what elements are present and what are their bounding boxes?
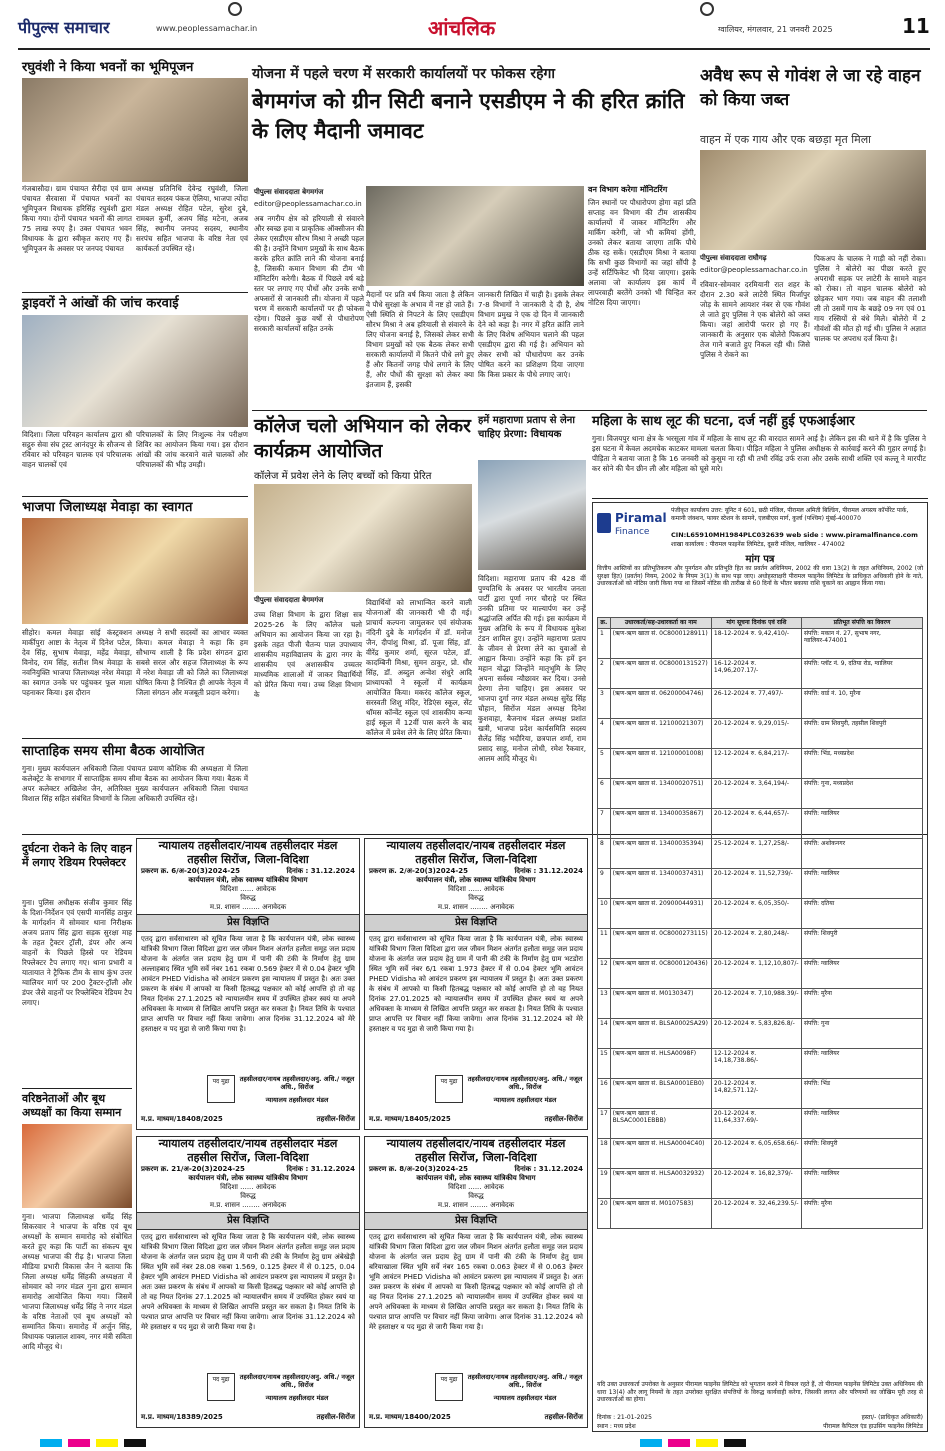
table-row: [598, 1018, 923, 1048]
notice-seal: पद मुद्रा: [435, 1373, 463, 1401]
table-cell: 20-12-2024 रु. 16,82,379/-: [711, 1168, 801, 1198]
table-cell: (ऋण-ऋण खाता सं. 13400035867): [610, 808, 711, 838]
notice-date: दिनांक : 31.12.2024: [514, 1165, 583, 1173]
table-cell: संपत्ति: गुना, मध्यप्रदेश: [801, 778, 922, 808]
table-cell: संपत्ति: शिवपुरी: [801, 928, 922, 958]
dateline: ग्वालियर, मंगलवार, 21 जनवरी 2025: [718, 25, 833, 34]
table-header-cell: क्र.: [598, 618, 611, 629]
body-meeting: गुना। मुख्य कार्यपालन अधिकारी जिला पंचायत प्रवाण कौशिक की अध्यक्षता में जिला कलेक्ट्रेट के सभागार में साप्ताहिक समय सीमा बैठक का आयोजन किया गया। बैठक में अपर कलेक्टर अखिलेश जैन, अतिरिक्त मुख्य कार्यपालन अधिकारी जिला पंचायत विशाल सिंह सहित संबंधित विभागों के जिला अधिकारी उपस्थित रहे।: [22, 764, 248, 803]
body-greencity-col3: जानकारी लिखित में चाही है। इसके लेकर 7-8 विभागों ने जानकारी दे दी है, शेष विभाग प्रमुख ने एक दो दिन में जानकारी देने को कहा है। नगर में हरित क्रांति लाने के लिए विशेष अभियान चलाने की पहल एसडीएम द्वारा की गई है। अभियान को लेकर सभी को पौधारोपण कर उनके पोषित करने का प्रशिक्षण दिया जाएगा कि किस प्रकार के पौधे लगाए जाएं।: [478, 290, 584, 379]
table-row: [598, 628, 923, 658]
table-header-cell: प्रतिभूत संपत्ति का विवरण: [801, 618, 922, 629]
table-row: [598, 1078, 923, 1108]
table-cell: (ऋण-ऋण खाता सं. BLSA0002SA29): [610, 1018, 711, 1048]
notice-dept: कार्यपालन यंत्री, लोक स्वास्थ्य यांत्रिकीय विभाग: [188, 876, 308, 884]
headline-pratap: हमें महाराणा प्रताप से लेना चाहिए प्रेरणा: विधायक: [478, 415, 575, 440]
table-header-cell: उधारकर्ता/सह-उधारकर्ता का नाम: [610, 618, 711, 629]
table-cell: संपत्ति: ग्वालियर: [801, 1108, 922, 1138]
divider: [592, 498, 928, 499]
notice-mp: म.प्र. माध्यम/18408/2025: [141, 1115, 223, 1123]
notice-office: न्यायालय तहसीलदार/नायब तहसीलदार मंडल: [158, 1137, 338, 1150]
table-cell: 20-12-2024 रु. 6,05,350/-: [711, 898, 801, 928]
body-elders: गुना। भाजपा जिलाध्यक्ष धर्मेंद्र सिंह सिकरवार ने भाजपा के वरिष्ठ एवं बूथ अध्यक्षों के सम्मान समारोह को संबोधित करते हुए कहा कि पार्टी का संकल्प बूथ अध्यक्ष भाजपा की रीढ़ है। भाजपा जिला मीडिया प्रभारी विकास जैन ने बताया कि जिला अध्यक्ष धर्मेंद्र सिंहकी अध्यक्षता में सोमवार को नगर मंडल गुना द्वारा सम्मान समारोह आयोजित किया गया। जिसमें भाजपा जिलाध्यक्ष धर्मेंद्र सिंह ने नगर मंडल के वरिष्ठ नेताओं एवं बूथ अध्यक्षों को सम्मानित किया। समारोह में अर्जुन सिंह, विधायक पन्नालाल शाक्य, नगर मंत्री सविता आदि मौजूद थे।: [22, 1212, 132, 1351]
table-row: [598, 928, 923, 958]
photo-eye-camp: [22, 315, 248, 427]
masthead: [18, 14, 930, 48]
table-row: [598, 688, 923, 718]
notice-tehsil: तहसील-सिरोंज: [544, 1413, 583, 1421]
notice-apply: विदिशा ...... आवेदक: [448, 1183, 504, 1191]
body-cow-col1: रविवार-सोमवार दरमियानी रात शहर के दौरान 2.30 बजे लाटेरी स्थित मिर्जापुर जोड़ के सामने आयशर नंबर से एक गौवंश ले जाते हुए पुलिस ने एक बोलेरो को जब्त किया। जहां आरोपी फरार हो गए हैं। जानकारी के अनुसार एक बोलेरो पिकअप तेज गाने बजाते हुए निकल रही थी। जिसे पुलिस ने रोकने का: [700, 280, 810, 359]
notice-case: प्रकरण क्र. 2/अ-20(3)2024-25: [369, 867, 469, 875]
divider: [22, 496, 248, 497]
piramal-place: स्थान : मध्य प्रदेश: [597, 1423, 636, 1430]
table-cell: 20-12-2024 रु. 6,44,657/-: [711, 808, 801, 838]
table-cell: 20-12-2024 रु. 11,52,739/-: [711, 868, 801, 898]
table-cell: 3: [598, 688, 611, 718]
table-cell: (ऋण-ऋण खाता सं. 13400035394): [610, 838, 711, 868]
table-cell: 5: [598, 748, 611, 778]
table-row: [598, 1108, 923, 1138]
table-cell: (ऋण-ऋण खाता सं. 12100001008): [610, 748, 711, 778]
notice-tehsil: तहसील-सिरोंज: [316, 1413, 355, 1421]
headline-raghuvanshi: रघुवंशी ने किया भवनों का भूमिपूजन: [22, 60, 194, 75]
notice-versus: विरुद्ध: [468, 1192, 484, 1200]
table-cell: (ऋण-ऋण खाता सं. 06200004746): [610, 688, 711, 718]
notice-mp: म.प्र. माध्यम/18405/2025: [369, 1115, 451, 1123]
notice-versus: विरुद्ध: [240, 894, 256, 902]
piramal-logo-icon: [597, 513, 611, 533]
table-cell: (ऋण-ऋण खाता सं. BLSA0001EB0): [610, 1078, 711, 1108]
divider: [22, 1088, 132, 1089]
table-cell: 20-12-2024 रु. 3,64,194/-: [711, 778, 801, 808]
table-cell: 7: [598, 808, 611, 838]
notice-place: तहसील सिरोंज, जिला-विदिशा: [415, 853, 537, 866]
subhead-cow: वाहन में एक गाय और एक बछड़ा मृत मिला: [700, 133, 872, 146]
notice-case: प्रकरण क्र. 21/अ-20(3)2024-25: [141, 1165, 245, 1173]
table-cell: 20-12-2024 रु. 32,46,239.5/-: [711, 1198, 801, 1228]
notice-sign: तहसीलदार/नायब तहसीलदार/अनु. अधि./ नजूल अधि., सिरोंज: [467, 1075, 583, 1091]
notice-office: न्यायालय तहसीलदार/नायब तहसीलदार मंडल: [158, 839, 338, 852]
photo-welcome: [22, 518, 248, 624]
piramal-address: पंजीकृत कार्यालय उत्तर: यूनिट नं 601, छठी मंजिल, पीरामल अमिती बिल्डिंग, पीरामल अगस्त्य कॉर्पोरेट पार्क, कमानी जंक्शन, फायर स्टेशन के सामने, एलबीएस मार्ग, कुर्ला (पश्चिम) मुंबई-400070: [671, 507, 909, 522]
divider: [22, 738, 462, 739]
masthead-rule: [18, 48, 930, 50]
table-row: [598, 1168, 923, 1198]
notice-govt: म.प्र. शासन ........ अनावेदक: [437, 903, 515, 911]
divider: [252, 410, 927, 411]
table-cell: 18: [598, 1138, 611, 1168]
table-cell: संपत्ति: भिंड, मध्यप्रदेश: [801, 748, 922, 778]
body-college-col2: विद्यार्थियों को लाभान्वित करने वाली योजनाओं की जानकारी भी दी गई। प्राचार्य कल्पना जामुलकर एवं संयोजक नंदिनी दुबे के मार्गदर्शन में डॉ. मनोज जैन, दीपांशु मिश्रा, डॉ. पूजा सिंह, डॉ. वीरेंद्र कुमार शर्मा, सूरज पटेल, डॉ. कादम्बिनी मिश्रा, सुमन ठाकुर, प्रो. धीर सिंह, डॉ. अब्दुल अन्वेश संधुरे आदि प्राध्यापकों ने स्कूलों में कार्यक्रम आयोजित किया। मकरंद कॉलेज स्कूल, सरस्वती शिशु मंदिर, रेडिएंस स्कूल, सेंट थॉमस कॉन्वेंट स्कूल एवं शासकीय कन्या हाई स्कूल में 12वीं पास करने के बाद कॉलेज में प्रवेश लेने के लिए प्रेरित किया।: [366, 598, 472, 737]
page-number: 11: [902, 14, 930, 38]
table-row: [598, 748, 923, 778]
tahsildar-notice: [136, 1136, 360, 1428]
table-cell: संपत्ति: शिवपुरी: [801, 1138, 922, 1168]
notice-versus: विरुद्ध: [468, 894, 484, 902]
notice-title: प्रेस विज्ञप्ति: [365, 1212, 587, 1230]
table-cell: 13: [598, 988, 611, 1018]
notice-date: दिनांक : 31.12.2024: [286, 867, 355, 875]
table-cell: 16: [598, 1078, 611, 1108]
table-row: [598, 808, 923, 838]
subhead-college: कॉलेज में प्रवेश लेने के लिए बच्चों को किया प्रेरित: [254, 471, 432, 482]
body-loot: गुना। विजयपुर थाना क्षेत्र के भरसूला गांव में महिला के साथ लूट की वारदात सामने आई है। लेकिन इस की थाने में है कि पुलिस ने इस घटना में केवल अदमचेक काटकर मामला चलता किया। पीड़ित महिला ने पुलिस अधीक्षक से कार्रवाई करने की गुहार लगाई है। पीड़िता ने बताया जाता है कि 16 जनवरी को कुसुम ना रही थी तभी रविंद्र उर्फ राजा और उसके साथी शक्ति एवं कल्लू ने मारपीट कर सोने की चैन छीन ली और महिला को घूसे मारे।: [592, 434, 926, 473]
photo-felicitation: [22, 1124, 132, 1208]
table-cell: 18-12-2024 रु. 9,42,410/-: [711, 628, 801, 658]
table-cell: संपत्ति: दतिया: [801, 898, 922, 928]
notice-apply: विदिशा ...... आवेदक: [448, 885, 504, 893]
table-cell: संपत्ति: वार्ड नं. 10, मुरैना: [801, 688, 922, 718]
body-cow-col2: पिकअप के चालक ने गाड़ी को नहीं रोका। पुलिस ने बोलेरो का पीछा करते हुए अपराधी सड़क पर लाटेरी के सामने वाहन को रोका। तो वाहन चालक बोलेरो को छोड़कर भाग गया। जब वाहन की तलाशी ली तो उसमें गाय के बछड़े 09 नग एवं 01 गाय रस्सियों से बंधे मिले। बोलेरो में 2 गौवंशों की मौत हो गई थी। पुलिस ने अज्ञात चालक पर अपराध दर्ज किया है।: [814, 254, 926, 343]
color-swatch: [668, 1439, 690, 1447]
table-cell: (ऋण-ऋण खाता सं. HLSA0004C40): [610, 1138, 711, 1168]
kicker-greencity: योजना में पहले चरण में सरकारी कार्यालयों पर फोकस रहेगा: [252, 66, 556, 82]
body-greencity-col2: मैदानों पर प्रति वर्ष किया जाता है लेकिन वे पौधे सुरक्षा के अभाव में नष्ट हो जाते हैं। ऐसी स्थिति से निपटने के लिए एसडीएम सौरभ मिश्रा ने अब हरियाली से संवारने के लिए योजना बनाई है, जिसको लेकर सभी विभाग प्रमुखों को एक बैठक लेकर सभी सरकारी कार्यालयों में कितने पौधे लगे हुए हैं और कितनों जगह पौधे लगाने के लिए हैं, और पौधों की सुरक्षा को लेकर क्या इंतजाम हैं, इसकी: [366, 290, 474, 389]
table-cell: (ऋण-ऋण खाता सं. HLSA0032932): [610, 1168, 711, 1198]
notice-title: प्रेस विज्ञप्ति: [365, 914, 587, 932]
table-cell: संपत्ति: मुरैना: [801, 988, 922, 1018]
headline-cow: अवैध रूप से गोवंश ले जा रहे वाहन को किया जब्त: [700, 66, 921, 110]
table-cell: 19: [598, 1168, 611, 1198]
table-row: [598, 958, 923, 988]
byline-cow: पीपुल्स संवाददाता राघौगढ़: [700, 254, 767, 262]
notice-body: एतद् द्वारा सर्वसाधारण को सूचित किया जाता है कि कार्यपालन यंत्री, लोक स्वास्थ्य यांत्रिकी विभाग जिला विदिशा द्वारा जल जीवन मिशन अंतर्गत हलौता समूह जल प्रदाय योजना के अंतर्गत जल प्रदाय हेतु ग्राम में पानी की टंकी के निर्माण हेतु ग्राम अंबेखेड़ी स्थित भूमि सर्वे नंबर 28.08 रकबा 1.569, 0.125 हेक्टर में से 0.125, 0.04 हेक्टर भूमि आवंटन PHED Vidisha को आवंटन प्रकरण इस न्यायालय में प्रस्तुत है। अतः उक्त प्रकरण के संबंध में आपको या किसी हितबद्ध पक्षकार को कोई आपत्ति हो तो वह नियत दिनांक 27.1.2025 को न्यायालयीन समय में उपस्थित होकर स्वयं या अपने अधिवक्ता के माध्यम से लिखित आपत्ति प्रस्तुत कर सकता है। नियत तिथि के पश्चात प्राप्त आपत्ति पर विचार नहीं किया जावेगा। आज दिनांक 31.12.2024 को मेरे हस्ताक्षर व पद मुद्रा से जारी किया गया है।: [141, 1233, 355, 1331]
piramal-branch: शाखा कार्यालय : पीरामल फाइनेंस लिमिटेड, दूसरी मंजिल, ग्वालियर - 474002: [671, 541, 845, 548]
table-cell: 6: [598, 778, 611, 808]
piramal-notice: [592, 502, 928, 1432]
notice-apply: विदिशा ...... आवेदक: [220, 885, 276, 893]
notice-tehsil: तहसील-सिरोंज: [544, 1115, 583, 1123]
piramal-brand: Piramal: [615, 511, 667, 525]
notice-case: प्रकरण क्र. 8/अ-20(3)2024-25: [369, 1165, 469, 1173]
table-cell: 20-12-2024 रु. 5,83,826.8/-: [711, 1018, 801, 1048]
notice-govt: म.प्र. शासन ........ अनावेदक: [437, 1201, 515, 1209]
piramal-table: [597, 617, 923, 1377]
color-bar: [640, 1432, 940, 1442]
table-cell: 26-12-2024 रु. 77,497/-: [711, 688, 801, 718]
body-greencity-col4: जिन स्थानों पर पौधारोपण होगा वहां प्रति सप्ताह वन विभाग की टीम शासकीय कार्यालयों में जाकर मॉनिटरिंग और मार्किंग करेगी, जो भी कमियां होंगी, उनको लेकर बताया जाएगा ताकि पौधे ठीक रह सकें। एसडीएम मिश्रा ने बताया कि सभी कुछ विभागों का जहां सौंपी है उन्हें सर्टिफिकेट भी दिया जाएगा। इसके अलावा जो कार्यालय इस कार्य में लापरवाही बरतेंगे उनको भी चिन्हित कर नोटिस दिया जाएगा।: [588, 198, 696, 307]
table-row: [598, 1048, 923, 1078]
table-cell: 17: [598, 1108, 611, 1138]
table-cell: (ऋण-ऋण खाता सं. M0107583): [610, 1198, 711, 1228]
table-cell: 12-12-2024 रु. 6,84,217/-: [711, 748, 801, 778]
table-cell: (ऋण-ऋण खाता सं. 20900044931): [610, 898, 711, 928]
headline-reflector: दुर्घटना रोकने के लिए वाहन में लगाए रेडियम रिफ्लेक्टर: [22, 842, 132, 869]
notice-dept: कार्यपालन यंत्री, लोक स्वास्थ्य यांत्रिकीय विभाग: [416, 876, 536, 884]
table-cell: संपत्ति: प्लॉट नं. 9, दतिया रोड, ग्वालियर: [801, 658, 922, 688]
table-header-cell: मांग सूचना दिनांक एवं राशि: [711, 618, 801, 629]
notice-case-row: [365, 867, 587, 876]
table-cell: 4: [598, 718, 611, 748]
photo-vehicle: [700, 150, 926, 250]
tahsildar-notice: [364, 838, 588, 1130]
tahsildar-notice: [364, 1136, 588, 1428]
piramal-intro: वित्तीय आस्तियों का प्रतिभूतिकरण और पुनर्गठन और प्रतिभूति हित का प्रवर्तन अधिनियम, 2002 की धारा 13(2) के तहत अधिनियम, 2002 (जो सुरक्षा हित) (प्रवर्तन) नियम, 2002 के नियम 3(1) के साथ पढ़ा जाए। अधोहस्ताक्षरी पीरामल फाइनेंस लिमिटेड के प्राधिकृत अधिकारी होने के नाते, उधारकर्ताओं को नोटिस जारी किया गया था जिसमें नोटिस की तारीख से 60 दिनों के भीतर बकाया राशि चुकाने का आह्वान किया गया।: [597, 565, 923, 587]
demand-table: [597, 617, 923, 1229]
notice-office: न्यायालय तहसीलदार/नायब तहसीलदार मंडल: [386, 1137, 566, 1150]
table-cell: 20-12-2024 रु. 2,80,248/-: [711, 928, 801, 958]
body-greencity-col1: अब नगरीय क्षेत्र को हरियाली से संवारने और स्वच्छ हवा व प्राकृतिक ऑक्सीजन की लेकर एसडीएम सौरभ मिश्रा ने अच्छी पहल की है। उन्होंने विभाग प्रमुखों के साथ बैठक करके हरित क्रांति लाने की योजना बनाई है, जिसकी कमान विभाग की टीम भी मॉनिटरिंग करेगी। बैठक में पिछले वर्ष बड़े स्तर पर लगाए गए पौधों और उनके सभी अफसरों से जानकारी ली। योजना में पहले चरण में सरकारी कार्यालयों पर ही फोकस रहेगा। पिछले कुछ वर्षों से पौधारोपण सरकारी कार्यालयों सहित उनके: [254, 214, 364, 333]
table-cell: (ऋण-ऋण खाता सं. 12100021307): [610, 718, 711, 748]
piramal-sign2: पीरामल कैपिटल एंड हाउसिंग फाइनेंस लिमिटेड: [823, 1423, 923, 1430]
table-cell: संपत्ति: मकान नं. 27, सुभाष नगर, ग्वालियर-474001: [801, 628, 922, 658]
notice-place: तहसील सिरोंज, जिला-विदिशा: [415, 1151, 537, 1164]
headline-greencity: बेगमगंज को ग्रीन सिटी बनाने एसडीएम ने की हरित क्रांति के लिए मैदानी जमावट: [252, 89, 685, 143]
table-cell: संपत्ति: ग्वालियर: [801, 868, 922, 898]
table-cell: संपत्ति: ग्वालियर: [801, 808, 922, 838]
color-swatch: [68, 1439, 90, 1447]
notice-sign: तहसीलदार/नायब तहसीलदार/अनु. अधि./ नजूल अधि., सिरोंज: [239, 1075, 355, 1091]
table-cell: संपत्ति: अशोकनगर: [801, 838, 922, 868]
body-raghuvanshi-left: गंजबासौदा। ग्राम पंचायत सैरीदा एवं ग्राम पंचायत सैरवासा में पंचायत भवनों का भूमिपूजन विधायक हरिसिंह रघुवंशी द्वारा किया गया। दोनों पंचायत भवनों की लागत 75 लाख रुपए है। उक्त पंचायत भवन विधायक के द्वारा स्वीकृत कराए गए हैं। भूमिपूजन के अवसर पर जनपद पंचायत: [22, 184, 132, 253]
table-cell: 20-12-2024 रु. 6,05,658.66/-: [711, 1138, 801, 1168]
notice-govt: म.प्र. शासन ........ अनावेदक: [209, 1201, 287, 1209]
table-header-row: [598, 618, 923, 629]
body-reflector: गुना। पुलिस अधीक्षक संजीव कुमार सिंह के दिशा-निर्देशन एवं एसपी मानसिंह ठाकुर के मार्गदर्शन में सोमवार थाना निरीक्षक अजय प्रताप सिंह द्वारा सड़क सुरक्षा माह के तहत ट्रैक्टर ट्रॉली, डंपर और अन्य वाहनों के पिछले हिस्से पर रेडियम रिफ्लेक्टर टैप लगाए गए। थाना प्रभारी व यातायात ने ट्रैफिक टीम के साथ कुंभ उत्तर ग्वालियर मार्ग पर 200 ट्रैक्टर-ट्रॉली और डंपर जैसे वाहनों पर रिफ्लेक्टिव रेडियम टैप लगाए।: [22, 898, 132, 1007]
table-cell: (ऋण-ऋण खाता सं. 0C8000131527): [610, 658, 711, 688]
notice-versus: विरुद्ध: [240, 1192, 256, 1200]
notice-body: एतद् द्वारा सर्वसाधारण को सूचित किया जाता है कि कार्यपालन यंत्री, लोक स्वास्थ्य यांत्रिकी विभाग जिला विदिशा द्वारा जल जीवन मिशन अंतर्गत हलौता समूह जल प्रदाय योजना के अंतर्गत जल प्रदाय हेतु ग्राम में पानी की टंकी के निर्माण हेतु ग्राम भटडोरा स्थित भूमि सर्वे नंबर 6/1 रकबा 1.973 हेक्टर में से 0.04 हेक्टर भूमि आवंटन PHED Vidisha को आवंटन प्रकरण इस न्यायालय में प्रस्तुत है। अतः उक्त प्रकरण के संबंध में आपको या किसी हितबद्ध पक्षकार को कोई आपत्ति हो तो वह नियत दिनांक 27.01.2025 को न्यायालयीन समय में उपस्थित होकर स्वयं या अपने अधिवक्ता के माध्यम से लिखित आपत्ति प्रस्तुत कर सकता है। नियत तिथि के पश्चात प्राप्त आपत्ति पर विचार नहीं किया जावेगा। आज दिनांक 31.12.2024 को मेरे हस्ताक्षर व पद मुद्रा से जारी किया गया है।: [369, 935, 583, 1033]
table-cell: 1: [598, 628, 611, 658]
notice-mp: म.प्र. माध्यम/18400/2025: [369, 1413, 451, 1421]
notice-date: दिनांक : 31.12.2024: [286, 1165, 355, 1173]
piramal-sign1: हस्ता/- (प्राधिकृत अधिकारी): [861, 1414, 923, 1421]
photo-sdm-meeting: [366, 186, 584, 286]
notice-title: प्रेस विज्ञप्ति: [137, 914, 359, 932]
table-cell: 11: [598, 928, 611, 958]
notice-seal: पद मुद्रा: [435, 1075, 463, 1103]
logo: पीपुल्स समाचार: [18, 18, 110, 37]
website: www.peoplessamachar.in: [156, 24, 258, 33]
table-cell: (ऋण-ऋण खाता सं. 13400037431): [610, 868, 711, 898]
body-bjp-left: सीहोर। कमल मेवाड़ा सांई कंस्ट्रक्शन मार्कीपुरा आष्टा के नेतृत्व में दिनेश पटेल, देव सिंह, सुभाष मेवाड़ा, महेंद्र मेवाड़ा, विनोद, राम सिंह, सतीश मिश्र मेवाड़ा के नवनियुक्ति भाजपा जिलाध्यक्ष नरेश मेवाड़ा का स्वागत उनके घर पहुंचकर फूल माला पहनाकर किया। इस दौरान: [22, 628, 132, 697]
table-cell: 9: [598, 868, 611, 898]
table-cell: 20: [598, 1198, 611, 1228]
table-cell: संपत्ति: गुना: [801, 1018, 922, 1048]
headline-meeting: साप्ताहिक समय सीमा बैठक आयोजित: [22, 744, 205, 759]
table-cell: 12: [598, 958, 611, 988]
photo-statue: [478, 460, 586, 570]
table-row: [598, 718, 923, 748]
notice-place: तहसील सिरोंज, जिला-विदिशा: [187, 1151, 309, 1164]
photo-bhoomipujan: [22, 78, 248, 182]
table-row: [598, 838, 923, 868]
table-cell: (ऋण-ऋण खाता सं. 0C8000273115): [610, 928, 711, 958]
notice-apply: विदिशा ...... आवेदक: [220, 1183, 276, 1191]
table-cell: (ऋण-ऋण खाता सं. 0C8000120436): [610, 958, 711, 988]
notice-court: न्यायालय तहसीलदार मंडल: [265, 1394, 329, 1402]
table-cell: संपत्ति: भिंड: [801, 1078, 922, 1108]
piramal-cin: CIN:L65910MH1984PLC032639 web side : www.piramalfinance.com: [671, 531, 918, 539]
notice-case-row: [365, 1165, 587, 1174]
table-cell: (ऋण-ऋण खाता सं. 13400020751): [610, 778, 711, 808]
piramal-logo: [597, 509, 667, 545]
email-cow: editor@peoplessamachar.co.in: [700, 266, 808, 274]
table-cell: (ऋण-ऋण खाता सं. BLSAC0001EBBB): [610, 1108, 711, 1138]
notice-sign: तहसीलदार/नायब तहसीलदार/अनु. अधि./ नजूल अधि., सिरोंज: [467, 1373, 583, 1389]
table-cell: (ऋण-ऋण खाता सं. HLSA0098F): [610, 1048, 711, 1078]
body-bjp-right: अध्यक्ष ने सभी सदस्यों का आभार व्यक्त किया। कमल मेवाड़ा ने कहा कि हम सौभाग्य शाली है कि प्रदेश संगठन द्वारा सबसे सरल और सहज जिलाध्यक्ष के रूप में नरेश मेवाड़ा जी को जिले का जिलाध्यक्ष घोषित किया है निश्चित ही आपके नेतृत्व में जिला संगठन और मजबूती प्रदान करेगा।: [136, 628, 248, 697]
notice-sign: तहसीलदार/नायब तहसीलदार/अनु. अधि./ नजूल अधि., सिरोंज: [239, 1373, 355, 1389]
notice-case: प्रकरण क्र. 6/अ-20(3)2024-25: [141, 867, 241, 875]
body-college-col1: उच्च शिक्षा विभाग के द्वारा शिक्षा सत्र 2025-26 के लिए कॉलेज चलो अभियान का आयोजन किया जा रहा है। इसके तहत पीजी चैतन्य पाल उपाध्याय शासकीय महाविद्यालय के द्वारा नगर के शासकीय एवं अशासकीय उच्चतर माध्यमिक शालाओं में जाकर विद्यार्थियों को प्रेरित किया गया। उच्च शिक्षा विभाग के: [254, 610, 362, 699]
table-cell: संपत्ति: ग्राम शिवपुरी, तहसील शिवपुरी: [801, 718, 922, 748]
table-row: [598, 898, 923, 928]
table-row: [598, 1198, 923, 1228]
notice-seal: पद मुद्रा: [207, 1373, 235, 1401]
table-row: [598, 658, 923, 688]
table-cell: (ऋण-ऋण खाता सं. 0C8000128911): [610, 628, 711, 658]
piramal-date: दिनांक : 21-01-2025: [597, 1414, 652, 1421]
table-row: [598, 868, 923, 898]
table-cell: संपत्ति: मुरैना: [801, 1198, 922, 1228]
notice-court: न्यायालय तहसीलदार मंडल: [265, 1096, 329, 1104]
table-cell: 12-12-2024 रु. 14,18,738.86/-: [711, 1048, 801, 1078]
byline-college: पीपुल्स संवाददाता बेगमगंज: [254, 596, 324, 604]
notice-govt: म.प्र. शासन ........ अनावेदक: [209, 903, 287, 911]
table-row: [598, 778, 923, 808]
table-cell: संपत्ति: ग्वालियर: [801, 958, 922, 988]
table-cell: 20-12-2024 रु. 14,82,571.12/-: [711, 1078, 801, 1108]
headline-drivers: ड्राइवरों ने आंखों की जांच करवाई: [22, 296, 179, 311]
piramal-title: मांग पत्र: [745, 554, 775, 565]
notice-tehsil: तहसील-सिरोंज: [316, 1115, 355, 1123]
headline-elders: वरिष्ठनेताओं और बूथ अध्यक्षों का किया सम्मान: [22, 1092, 122, 1119]
byline-greencity: पीपुल्स संवाददाता बेगमगंज: [254, 188, 324, 196]
table-cell: 25-12-2024 रु. 1,27,258/-: [711, 838, 801, 868]
notice-dept: कार्यपालन यंत्री, लोक स्वास्थ्य यांत्रिकीय विभाग: [188, 1174, 308, 1182]
divider: [22, 292, 248, 293]
table-cell: 8: [598, 838, 611, 868]
tahsildar-notice: [136, 838, 360, 1130]
notice-seal: पद मुद्रा: [207, 1075, 235, 1103]
piramal-brand-sub: Finance: [615, 527, 650, 537]
table-cell: 16-12-2024 रु. 14,96,207.17/-: [711, 658, 801, 688]
color-swatch: [96, 1439, 118, 1447]
headline-college: कॉलेज चलो अभियान को लेकर कार्यक्रम आयोजित: [254, 415, 471, 462]
subhead-greencity: वन विभाग करेगा मॉनिटरिंग: [588, 185, 668, 194]
notice-mp: म.प्र. माध्यम/18389/2025: [141, 1413, 223, 1421]
section-title: आंचलिक: [428, 16, 496, 40]
notice-title: प्रेस विज्ञप्ति: [137, 1212, 359, 1230]
table-cell: 2: [598, 658, 611, 688]
notice-court: न्यायालय तहसीलदार मंडल: [493, 1394, 557, 1402]
headline-loot: महिला के साथ लूट की घटना, दर्ज नहीं हुई एफआईआर: [592, 414, 855, 429]
notice-body: एतद् द्वारा सर्वसाधारण को सूचित किया जाता है कि कार्यपालन यंत्री, लोक स्वास्थ्य यांत्रिकी विभाग जिला विदिशा द्वारा जल जीवन मिशन अंतर्गत हलौता समूह जल प्रदाय योजना के अंतर्गत जल प्रदाय हेतु ग्राम में पानी की टंकी के निर्माण हेतु ग्राम बरियाखाला स्थित भूमि सर्वे नंबर 165 रकबा 0.063 हेक्टर में से 0.063 हेक्टर भूमि आवंटन PHED Vidisha को आवंटन प्रकरण इस न्यायालय में प्रस्तुत है। अतः उक्त प्रकरण के संबंध में आपको या किसी हितबद्ध पक्षकार को कोई आपत्ति हो तो वह नियत दिनांक 27.1.2025 को न्यायालयीन समय में उपस्थित होकर स्वयं या अपने अधिवक्ता के माध्यम से लिखित आपत्ति प्रस्तुत कर सकता है। नियत तिथि के पश्चात प्राप्त आपत्ति पर विचार नहीं किया जावेगा। आज दिनांक 31.12.2024 को मेरे हस्ताक्षर व पद मुद्रा से जारी किया गया है।: [369, 1233, 583, 1331]
table-row: [598, 988, 923, 1018]
color-swatch: [696, 1439, 718, 1447]
body-drivers-right: परिचालकों के लिए निःशुल्क नेत्र परीक्षण शिविर का आयोजन किया गया। इस दौरान आंखों की जांच करवाने वाले चालकों और परिचालकों की भीड़ उमड़ी।: [136, 430, 248, 469]
table-cell: संपत्ति: ग्वालियर: [801, 1168, 922, 1198]
photo-classroom: [254, 484, 472, 592]
notice-case-row: [137, 1165, 359, 1174]
table-cell: संपत्ति: ग्वालियर: [801, 1048, 922, 1078]
table-row: [598, 1138, 923, 1168]
table-cell: 10: [598, 898, 611, 928]
color-swatch: [640, 1439, 662, 1447]
table-cell: (ऋण-ऋण खाता सं. M0130347): [610, 988, 711, 1018]
headline-bjp: भाजपा जिलाध्यक्ष मेवाड़ा का स्वागत: [22, 500, 193, 515]
notice-case-row: [137, 867, 359, 876]
color-bar: [40, 1432, 340, 1442]
notice-court: न्यायालय तहसीलदार मंडल: [493, 1096, 557, 1104]
color-swatch: [124, 1439, 146, 1447]
table-cell: 15: [598, 1048, 611, 1078]
notice-place: तहसील सिरोंज, जिला-विदिशा: [187, 853, 309, 866]
color-swatch: [724, 1439, 746, 1447]
table-cell: 20-12-2024 रु. 9,29,015/-: [711, 718, 801, 748]
notice-body: एतद् द्वारा सर्वसाधारण को सूचित किया जाता है कि कार्यपालन यंत्री, लोक स्वास्थ्य यांत्रिकी विभाग जिला विदिशा द्वारा जल जीवन मिशन अंतर्गत हलौता समूह जल प्रदाय योजना के अंतर्गत जल प्रदाय हेतु ग्राम में पानी की टंकी के निर्माण हेतु ग्राम अल्लाहबाद स्थित भूमि सर्वे नंबर 161 रकबा 0.569 हेक्टर में से 0.04 हेक्टर भूमि आवंटन PHED Vidisha को आवंटन प्रकरण इस न्यायालय में प्रस्तुत है। अतः उक्त प्रकरण के संबंध में आपको या किसी हितबद्ध पक्षकार को कोई आपत्ति हो तो वह नियत दिनांक 27.1.2025 को न्यायालयीन समय में उपस्थित होकर स्वयं या अपने अधिवक्ता के माध्यम से लिखित आपत्ति प्रस्तुत कर सकता है। नियत तिथि के पश्चात प्राप्त आपत्ति पर विचार नहीं किया जावेगा। आज दिनांक 31.12.2024 को मेरे हस्ताक्षर व पद मुद्रा से जारी किया गया है।: [141, 935, 355, 1033]
table-cell: 20-12-2024 रु. 11,64,337.69/-: [711, 1108, 801, 1138]
table-cell: 14: [598, 1018, 611, 1048]
notice-date: दिनांक : 31.12.2024: [514, 867, 583, 875]
table-cell: 20-12-2024 रु. 1,12,10,807/-: [711, 958, 801, 988]
piramal-footer: यदि उक्त उधारकर्ता उपरोक्त के अनुसार पीरामल फाइनेंस लिमिटेड को भुगतान करने में विफल रहते हैं, तो पीरामल फाइनेंस लिमिटेड उक्त अधिनियम की धारा 13(4) और लागू नियमों के तहत उपरोक्त सुरक्षित संपत्तियों के विरुद्ध कार्यवाही करेगा, जिसकी लागत और परिणामों का जोखिम पूरी तरह से उधारकर्ताओं का होगा।: [597, 1381, 923, 1403]
color-swatch: [40, 1439, 62, 1447]
body-pratap: विदिशा। महाराणा प्रताप की 428 वीं पुण्यतिथि के अवसर पर भारतीय जनता पार्टी द्वारा पूर्णा नगर चौराहे पर स्थित उनकी प्रतिमा पर माल्यार्पण कर उन्हें श्रद्धांजलि अर्पित की गई। इस कार्यक्रम में मुख्य अतिथि के रूप में विधायक मुकेश टंडन शामिल हुए। उन्होंने महाराणा प्रताप के जीवन से प्रेरणा लेने का युवाओं से आह्वान किया। उन्होंने कहा कि हमें इन महान योद्धा जिन्होंने मातृभूमि के लिए अपना सर्वस्व न्यौछावर कर दिया। उनसे प्रेरणा लेना चाहिए। इस अवसर पर भाजपा दुर्गा नगर मंडल अध्यक्ष सुरेंद्र सिंह चौहान, सिरोंज मंडल अध्यक्ष दिनेश कुशवाहा, बैजनाथ मंडल अध्यक्ष प्रशांत खत्री, भाजपा प्रदेश कार्यसमिति सदस्य सैलेंद्र सिंह भदौरिया, छत्रपाल शर्मा, राम प्रसाद साहू, मनोज लोधी, रमेश रैकवार, आलम आदि मौजूद थे।: [478, 574, 586, 763]
notice-dept: कार्यपालन यंत्री, लोक स्वास्थ्य यांत्रिकीय विभाग: [416, 1174, 536, 1182]
body-drivers-left: विदिशा। जिला परिवहन कार्यालय द्वारा श्री सद्गुरु सेवा संघ ट्रस्ट आनंदपुर के सौजन्य से रविवार को परिवहन चालक एवं परिचालक वाहन चालकों एवं: [22, 430, 132, 469]
table-cell: 20-12-2024 रु. 7,10,988.39/-: [711, 988, 801, 1018]
notice-office: न्यायालय तहसीलदार/नायब तहसीलदार मंडल: [386, 839, 566, 852]
body-raghuvanshi-right: अध्यक्ष प्रतिनिधि देवेन्द्र रघुवंशी, जिला पंचायत सदस्य पंकज ऐलिया, भाजपा त्योंदा मंडल अध्यक्ष रोहित पटेल, सुरेश दुबे, रामबल कुर्मी, अजय सिंह मटेना, अजब सिंह, स्थानीय जनपद सदस्य, स्थानीय सरपंच सहित भाजपा के वरिष्ठ नेता एवं कार्यकर्ता उपस्थित रहे।: [136, 184, 248, 253]
email-greencity: editor@peoplessamachar.co.in: [254, 200, 362, 208]
